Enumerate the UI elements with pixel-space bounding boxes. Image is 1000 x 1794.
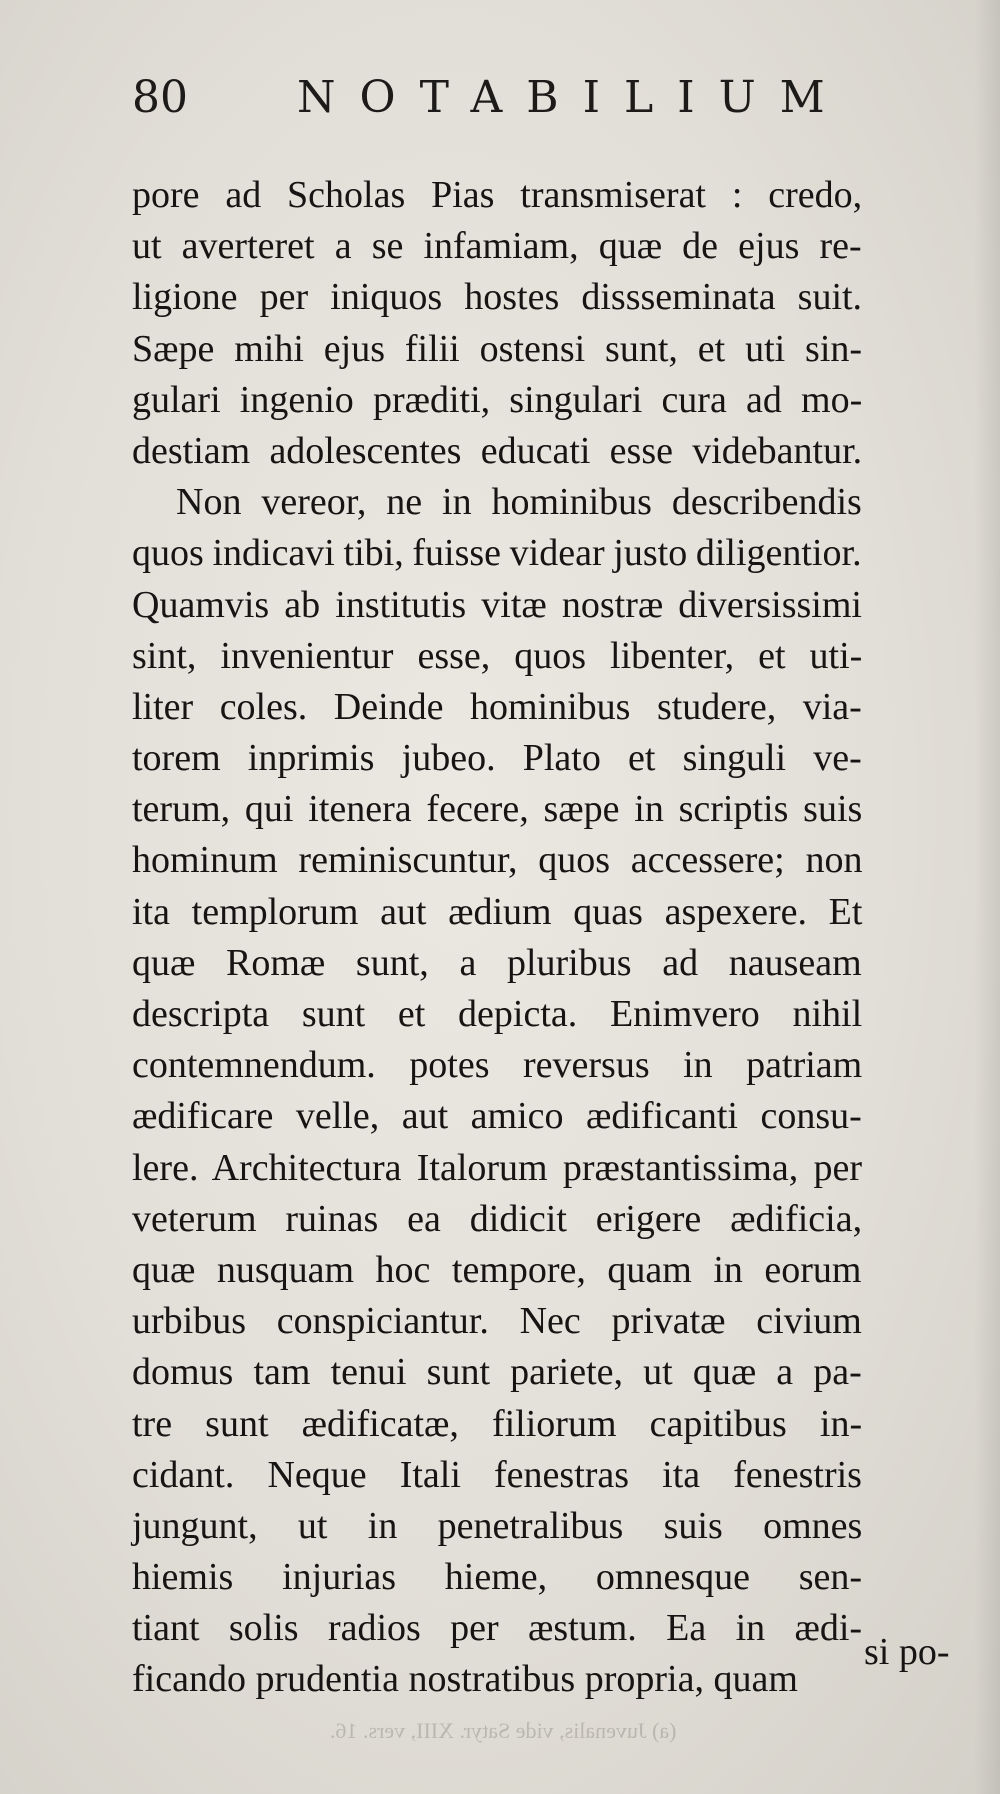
text-line: pore ad Scholas Pias transmiserat : credo, bbox=[132, 174, 863, 216]
text-line: Quamvis ab institutis vitæ nostræ diversissimi bbox=[132, 583, 862, 626]
text-line: quæ Romæ sunt, a pluribus ad nauseam bbox=[132, 941, 862, 984]
text-line: Sæpe mihi ejus filii ostensi sunt, et uti sin- bbox=[132, 327, 863, 370]
text-line: ut averteret a se infamiam, quæ de ejus re- bbox=[132, 225, 862, 268]
text-line: lere. Architectura Italorum præstantissima, per bbox=[132, 1146, 862, 1189]
page-header bbox=[132, 68, 872, 138]
catchword: si po- bbox=[864, 1631, 950, 1673]
text-line: terum, qui itenera fecere, sæpe in scriptis suis bbox=[132, 788, 863, 831]
text-line: domus tam tenui sunt pariete, ut quæ a pa- bbox=[132, 1351, 862, 1394]
text-line: cidant. Neque Itali fenestras ita fenestris bbox=[132, 1453, 862, 1496]
text-line: veterum ruinas ea didicit erigere ædificia, bbox=[132, 1197, 863, 1240]
text-line: quos indicavi tibi, fuisse videar justo diligentior. bbox=[132, 532, 862, 575]
page-edge-shadow bbox=[974, 0, 1000, 1794]
body-text bbox=[132, 170, 962, 1706]
text-line: hiemis injurias hieme, omnesque sen- bbox=[132, 1556, 863, 1599]
text-line: ædificare velle, aut amico ædificanti consu- bbox=[132, 1095, 862, 1138]
text-line: descripta sunt et depicta. Enimvero nihil bbox=[132, 993, 863, 1035]
text-line: tiant solis radios per æstum. Ea in ædi- bbox=[132, 1607, 863, 1650]
text-line: contemnendum. potes reversus in patriam bbox=[132, 1044, 863, 1087]
page-number: 80 bbox=[132, 72, 188, 123]
text-line: tre sunt ædificatæ, filiorum capitibus in- bbox=[132, 1402, 863, 1445]
text-line: gulari ingenio præditi, singulari cura ad mo- bbox=[132, 378, 863, 421]
text-line: ita templorum aut ædium quas aspexere. Et bbox=[132, 890, 863, 933]
text-line: liter coles. Deinde hominibus studere, via- bbox=[132, 685, 862, 728]
text-line: urbibus conspiciantur. Nec privatæ civium bbox=[132, 1300, 862, 1343]
text-line: torem inprimis jubeo. Plato et singuli ve- bbox=[132, 737, 862, 780]
bleed-through-footnote: (a) Juvenalis, vide Satyr. XIII, vers. 16. bbox=[330, 1718, 677, 1743]
text-line: jungunt, ut in penetralibus suis omnes bbox=[132, 1504, 863, 1547]
text-line: destiam adolescentes educati esse videbantur. bbox=[132, 429, 863, 472]
text-line: Non vereor, ne in hominibus describendis bbox=[176, 481, 862, 524]
running-title: NOTABILIUM bbox=[297, 72, 849, 123]
text-line: quæ nusquam hoc tempore, quam in eorum bbox=[132, 1248, 862, 1291]
text-line: sint, invenientur esse, quos libenter, et uti- bbox=[132, 634, 863, 677]
text-line: ligione per iniquos hostes dissseminata suit. bbox=[132, 276, 863, 319]
text-line: ficando prudentia nostratibus propria, quam bbox=[132, 1658, 798, 1701]
text-line: hominum reminiscuntur, quos accessere; non bbox=[132, 839, 863, 882]
